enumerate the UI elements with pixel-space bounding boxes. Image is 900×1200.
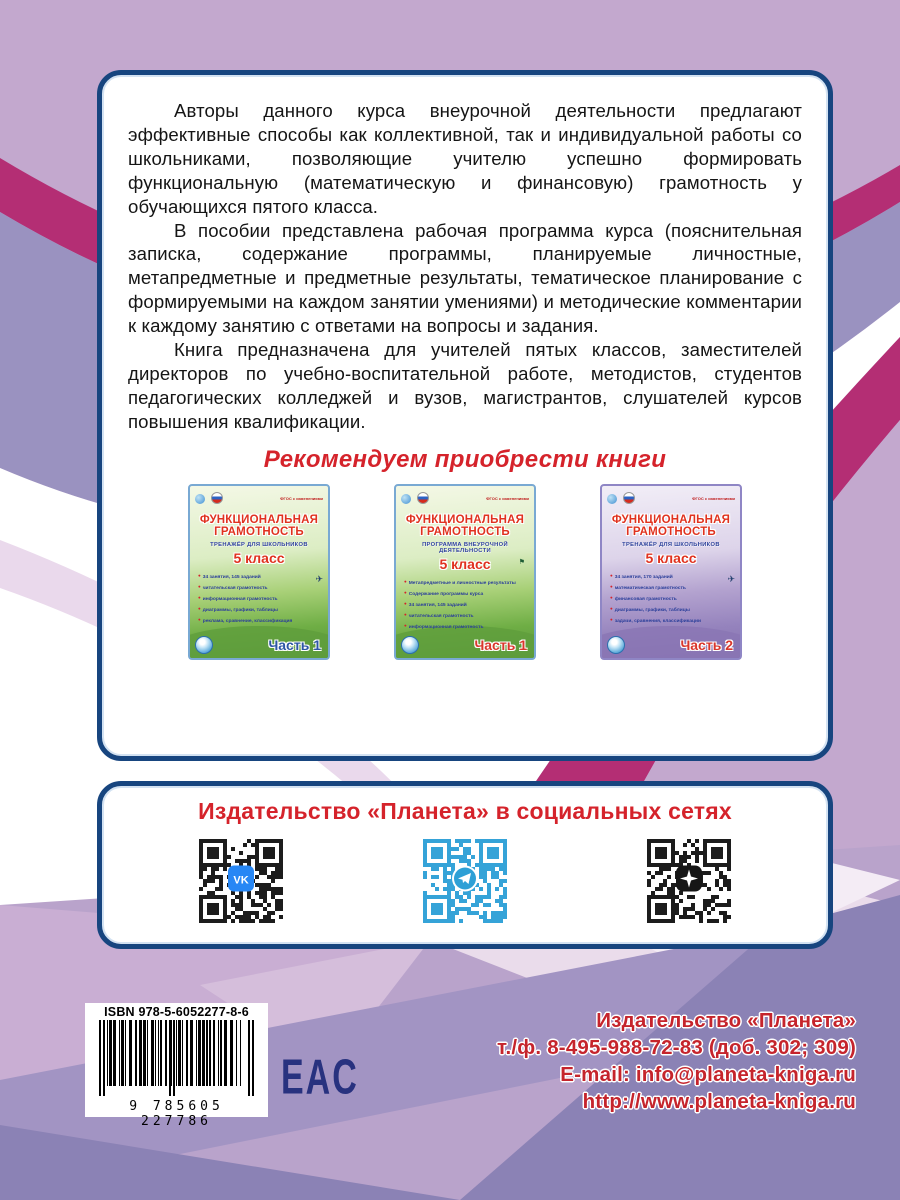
airplane-icon: ✈ (727, 573, 735, 584)
qr-code-telegram (418, 834, 512, 928)
globe-logo-icon (401, 494, 411, 504)
barcode-digits: 9 785605 227786 (129, 1099, 224, 1129)
qr-code-vk (194, 834, 288, 928)
recommend-books-heading: Рекомендуем приобрести книги (263, 445, 667, 473)
planeta-globe-logo (607, 636, 625, 654)
book-bullets: ● Метапредметные и личностные результаты ● Содержание программы курса ● 34 занятия, 145 заданий ● читательская грамотность ● информационная грамотность (404, 577, 534, 632)
book-title: ФУНКЦИОНАЛЬНАЯ ГРАМОТНОСТЬ (611, 513, 731, 539)
svg-text:VK: VK (233, 874, 249, 887)
russia-flag-icon (623, 492, 635, 504)
book-part-label: Часть 1 (268, 636, 321, 653)
recommended-books-row (128, 474, 802, 660)
planeta-globe-logo (195, 636, 213, 654)
book-cover-trainer-part1 (188, 484, 330, 660)
eac-conformity-mark: EAC (281, 1050, 359, 1106)
isbn-barcode (85, 1003, 268, 1129)
publisher-logos (195, 491, 225, 509)
qr-code-zen (642, 834, 736, 928)
book-bullets: ● 34 занятия, 145 заданий ● читательская грамотность ● информационная грамотность ● диаграммы, графики, таблицы ● реклама, сравнение, классификация (198, 571, 328, 626)
fgos-badge: ФГОС с изменениями (486, 496, 529, 502)
isbn-label: ISBN 978-5-6052277-8-6 (104, 1005, 249, 1019)
globe-logo-icon (195, 494, 205, 504)
book-grade: 5 класс (233, 549, 285, 566)
russia-flag-icon (211, 492, 223, 504)
social-networks-panel (97, 781, 833, 949)
publisher-email: E-mail: info@planeta-kniga.ru (560, 1063, 856, 1086)
fgos-badge: ФГОС с изменениями (280, 496, 323, 502)
annotation-paragraph: В пособии представлена рабочая программа курса (пояснительная записка, содержание программы, планируемые личностные, метапредметные и предметные результаты, тематическое планирование с формируемыми на каждом занятии умениями) и методические комментарии к каждому занятию с ответами на вопросы и задания. (128, 219, 802, 337)
book-grade: 5 класс (439, 555, 491, 572)
publisher-phone: т./ф. 8-495-988-72-83 (доб. 302; 309) (497, 1036, 856, 1059)
turtle-icon: ⚑ (518, 558, 525, 566)
book-cover-program-part1 (394, 484, 536, 660)
social-networks-heading: Издательство «Планета» в социальных сетях (198, 798, 732, 824)
annotation-paragraph: Авторы данного курса внеурочной деятельности предлагают эффективные способы как коллективной, так и индивидуальной работы со школьниками, позволяющие учителю успешно формировать функциональную (математическую и финансовую) грамотность у обучающихся пятого класса. (128, 100, 802, 217)
planeta-globe-logo (401, 636, 419, 654)
book-cover-trainer-part2 (600, 484, 742, 660)
publisher-website: http://www.planeta-kniga.ru (582, 1090, 856, 1113)
fgos-badge: ФГОС с изменениями (692, 496, 735, 502)
book-subtitle: ПРОГРАММА ВНЕУРОЧНОЙ ДЕЯТЕЛЬНОСТИ (422, 541, 508, 554)
book-subtitle: ТРЕНАЖЁР ДЛЯ ШКОЛЬНИКОВ (622, 541, 720, 548)
publisher-logos (401, 491, 431, 509)
book-part-label: Часть 1 (474, 636, 527, 653)
book-grade: 5 класс (645, 549, 697, 566)
publisher-name: Издательство «Планета» (596, 1009, 856, 1032)
telegram-logo-icon (451, 865, 479, 898)
globe-logo-icon (607, 494, 617, 504)
barcode-bars (93, 1020, 260, 1096)
annotation-paragraph: Книга предназначена для учителей пятых классов, заместителей директоров по учебно-воспитательной работе, методистов, студентов педагогических колледжей и вузов, магистрантов, слушателей курсов повышения квалификации. (128, 339, 802, 432)
book-bullets: ● 34 занятия, 170 заданий ● математическая грамотность ● финансовая грамотность ● диаграммы, графики, таблицы ● задачи, сравнения, классификации (610, 571, 740, 626)
zen-star-logo-icon (676, 866, 702, 897)
book-part-label: Часть 2 (680, 636, 733, 653)
russia-flag-icon (417, 492, 429, 504)
annotation-panel (97, 70, 833, 761)
book-title: ФУНКЦИОНАЛЬНАЯ ГРАМОТНОСТЬ (199, 513, 319, 539)
airplane-icon: ✈ (315, 573, 323, 584)
book-subtitle: ТРЕНАЖЁР ДЛЯ ШКОЛЬНИКОВ (210, 541, 308, 548)
qr-codes-row (122, 834, 808, 928)
publisher-contacts (497, 1007, 856, 1115)
book-title: ФУНКЦИОНАЛЬНАЯ ГРАМОТНОСТЬ (405, 513, 525, 539)
publisher-logos (607, 491, 637, 509)
vk-logo-icon (228, 866, 254, 897)
